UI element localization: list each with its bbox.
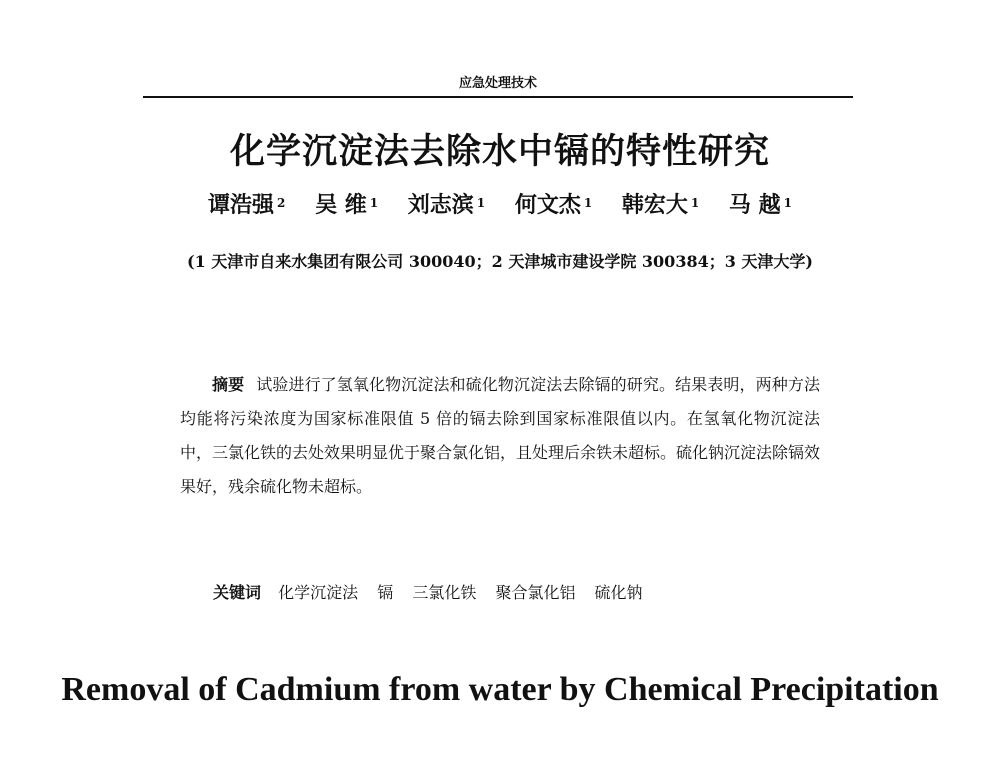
author <box>729 190 792 220</box>
author <box>515 190 592 220</box>
abstract-paragraph <box>180 368 820 504</box>
affiliations: (1 天津市自来水集团有限公司 300040；2 天津城市建设学院 300384；3 天津大学) <box>187 252 813 271</box>
author-affiliation-mark: 1 <box>583 196 593 210</box>
chinese-title: 化学沉淀法去除水中镉的特性研究 <box>229 131 770 172</box>
author-affiliation-mark: 1 <box>783 196 792 210</box>
abstract-text: 试验进行了氢氧化物沉淀法和硫化物沉淀法去除镉的研究。结果表明，两种方法均能将污染浓度为国家标准限值 5 倍的镉去除到国家标准限值以内。在氢氧化物沉淀法中，三氯化铁的去处效果明显优于聚合氯化铝，且处理后余铁未超标。硫化钠沉淀法除镉效果好，残余硫化物未超标。 <box>180 375 821 496</box>
author <box>408 190 485 220</box>
author-affiliation-mark: 1 <box>369 196 379 210</box>
author-affiliation-mark: 1 <box>476 196 486 210</box>
author <box>315 190 378 220</box>
author <box>208 190 285 220</box>
author-name: 何文杰 <box>514 192 581 218</box>
abstract-label: 摘要 <box>212 375 245 394</box>
author-affiliation-mark: 2 <box>277 196 286 210</box>
author <box>622 190 699 220</box>
running-head: 应急处理技术 <box>458 76 537 91</box>
author-name: 马 越 <box>728 192 781 218</box>
keyword: 三氯化铁 <box>412 583 477 602</box>
keyword: 聚合氯化铝 <box>495 583 576 602</box>
author-name: 韩宏大 <box>621 192 688 218</box>
author-name: 刘志滨 <box>407 192 474 218</box>
keyword: 化学沉淀法 <box>278 583 359 602</box>
author-name: 谭浩强 <box>208 192 275 218</box>
header-rule <box>143 96 853 98</box>
english-title: Removal of Cadmium from water by Chemical Precipitation <box>61 671 939 708</box>
keyword: 镉 <box>377 583 394 602</box>
keyword: 硫化钠 <box>594 583 643 602</box>
author-affiliation-mark: 1 <box>690 196 700 210</box>
keywords-label: 关键词 <box>213 583 262 602</box>
author-list <box>0 190 1000 220</box>
keywords <box>213 578 833 608</box>
author-name: 吴 维 <box>315 192 367 218</box>
abstract <box>180 368 820 504</box>
